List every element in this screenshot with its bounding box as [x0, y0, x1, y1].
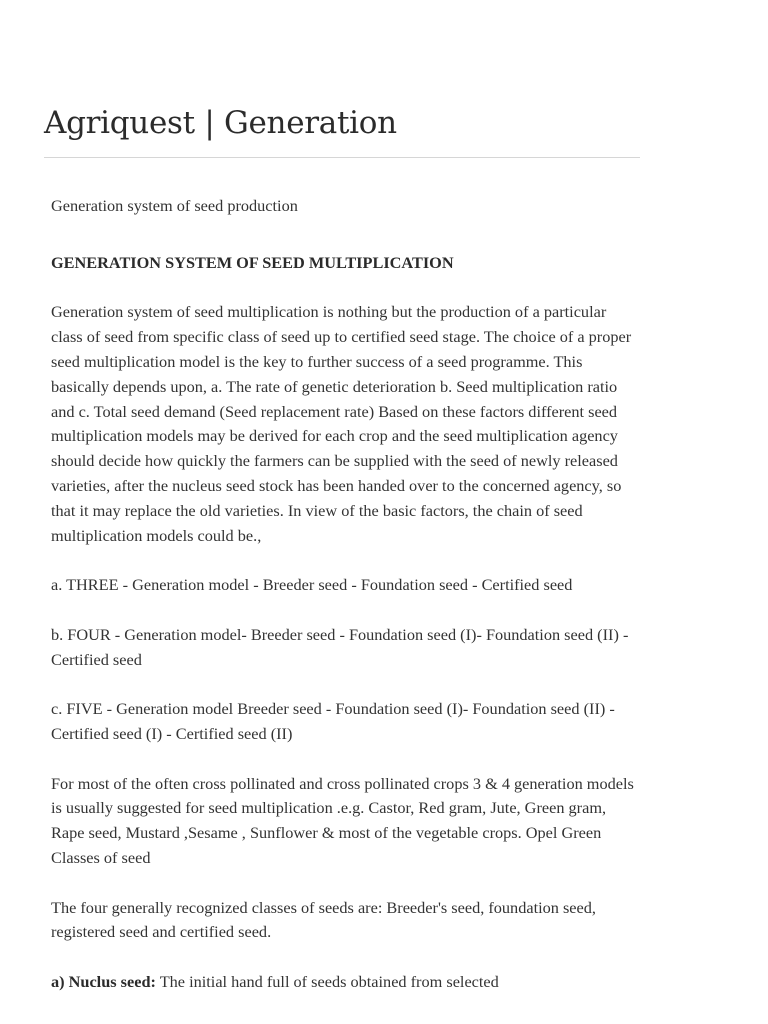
model-a-paragraph: a. THREE - Generation model - Breeder seed - Foundation seed - Certified seed	[51, 575, 573, 595]
model-b-paragraph: b. FOUR - Generation model- Breeder seed - Foundation seed (I)- Foundation seed (II) - Certified seed	[51, 624, 629, 669]
page-header	[44, 100, 640, 158]
article-subtitle: Generation system of seed production	[51, 196, 298, 215]
title-divider	[44, 157, 640, 158]
section-heading: GENERATION SYSTEM OF SEED MULTIPLICATION	[51, 252, 454, 272]
article-body	[51, 194, 641, 1020]
nucleus-seed-paragraph	[51, 970, 641, 995]
cross-pollinated-paragraph: For most of the often cross pollinated and cross pollinated crops 3 & 4 generation models is usually suggested for seed multiplication .e.g. Castor, Red gram, Jute, Green gram, Rape seed, Mustard ,Sesame , Sunflower & most of the vegetable crops. Opel Green Classes of seed	[51, 773, 634, 867]
model-c-paragraph: c. FIVE - Generation model Breeder seed - Foundation seed (I)- Foundation seed (II) -Certified seed (I) - Certified seed (II)	[51, 699, 615, 743]
intro-paragraph: Generation system of seed multiplication is nothing but the production of a particular class of seed from specific class of seed up to certified seed stage. The choice of a proper seed multiplication model is the key to further success of a seed programme. This basically depends upon, a. The rate of genetic deterioration b. Seed multiplication ratio and c. Total seed demand (Seed replacement rate) Based on these factors different seed multiplication models may be derived for each crop and the seed multiplication agency should decide how quickly the farmers can be supplied with the seed of newly released varieties, after the nucleus seed stock has been handed over to the concerned agency, so that it may replace the old varieties. In view of the basic factors, the chain of seed multiplication models could be.,	[51, 302, 632, 545]
nucleus-seed-text: The initial hand full of seeds obtained from selected	[155, 971, 499, 991]
seed-classes-paragraph: The four generally recognized classes of seeds are: Breeder's seed, foundation seed, registered seed and certified seed.	[51, 897, 596, 942]
nucleus-seed-term: a) Nuclus seed:	[51, 971, 156, 991]
page-title: Agriquest | Generation	[44, 105, 397, 141]
